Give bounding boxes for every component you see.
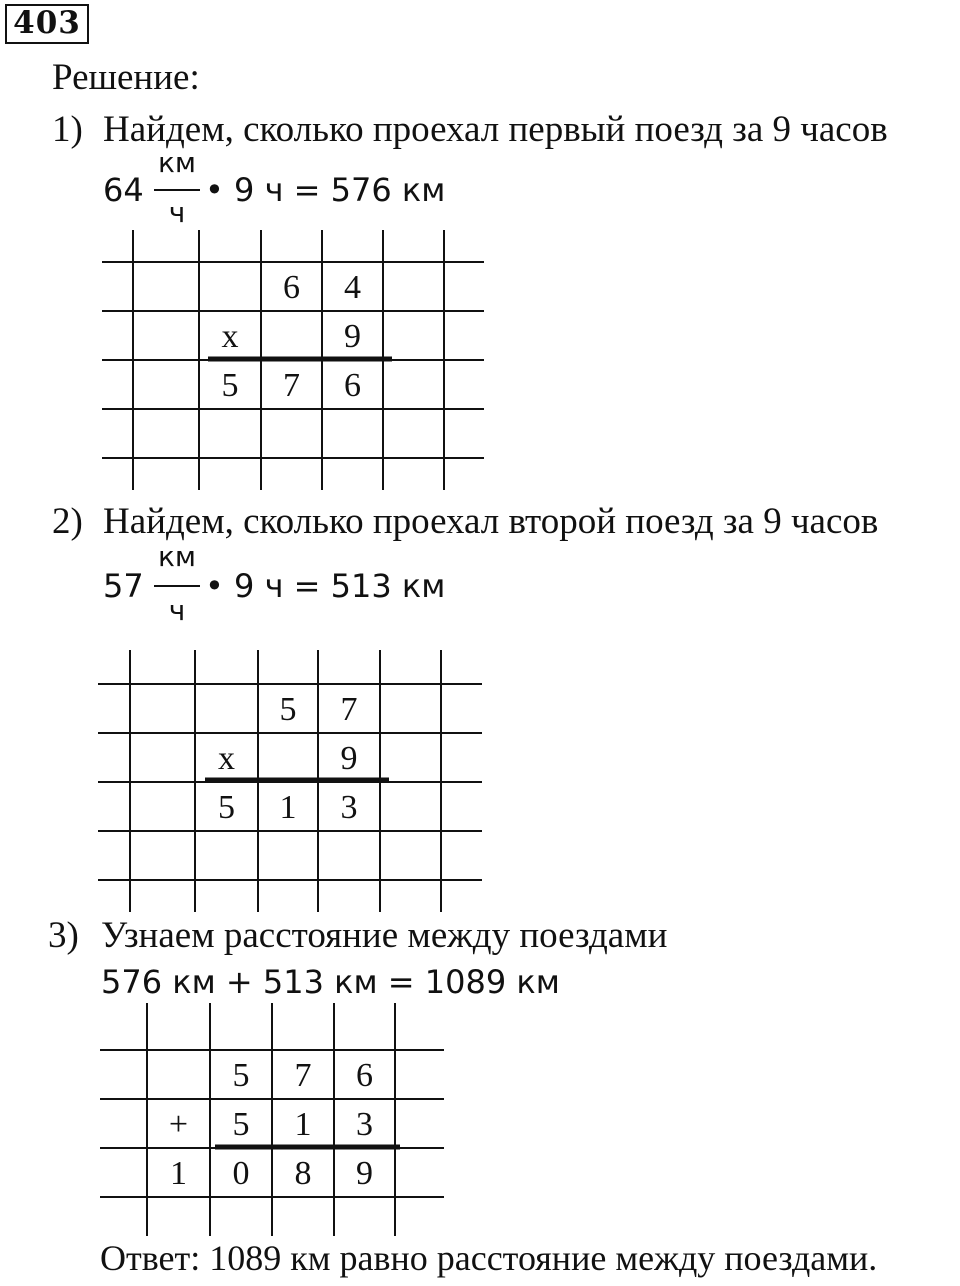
grid-3-cell: 5 <box>232 1106 250 1143</box>
grid-2-operator: x <box>218 740 235 777</box>
grid-1-cell: 5 <box>221 367 239 404</box>
fraction-bar <box>154 585 200 587</box>
step-2-index: 2) <box>52 501 83 542</box>
grid-2-cell: 1 <box>279 789 297 826</box>
grid-3-cell: 5 <box>232 1057 250 1094</box>
grid-1-cell: 6 <box>344 367 361 404</box>
grid-2-cell: 3 <box>340 789 358 826</box>
grid-3-cell: 6 <box>356 1057 373 1094</box>
step-2-lhs-number: 57 <box>103 567 144 605</box>
grid-1-cell: 6 <box>283 269 300 306</box>
grid-1-cell: 4 <box>344 269 361 306</box>
step-3-index: 3) <box>48 915 79 956</box>
grid-3-cell: 1 <box>170 1155 187 1192</box>
answer-text: Ответ: 1089 км равно расстояние между поездами. <box>100 1238 878 1278</box>
task-number: 403 <box>5 4 89 44</box>
step-2-unit-top: км <box>157 540 197 573</box>
grid-3-cell: 9 <box>356 1155 373 1192</box>
step-2-text: Найдем, сколько проехал второй поезд за 9 часов <box>103 501 879 542</box>
step-1-unit-bottom: ч <box>168 196 186 229</box>
step-3-equation: 576 км + 513 км = 1089 км <box>101 963 560 1001</box>
grid-1-operator: x <box>221 318 239 355</box>
step-1-text: Найдем, сколько проехал первый поезд за 9 часов <box>103 109 888 150</box>
step-1-rhs: • 9 ч = 576 км <box>205 171 446 209</box>
grid-3-cell: 8 <box>294 1155 312 1192</box>
grid-3-cell: 3 <box>356 1106 373 1143</box>
step-1-lhs-number: 64 <box>103 171 144 209</box>
grid-3-cell: 1 <box>294 1106 312 1143</box>
grid-1-cell: 9 <box>344 318 361 355</box>
grid-3-cell: 0 <box>232 1155 250 1192</box>
grid-2-cell: 9 <box>340 740 358 777</box>
step-2-rhs: • 9 ч = 513 км <box>205 567 446 605</box>
grid-2-cell: 7 <box>340 691 358 728</box>
grid-2-cell: 5 <box>218 789 235 826</box>
solution-label: Решение: <box>52 57 200 98</box>
grid-3-operator: + <box>168 1106 189 1143</box>
grid-1-cell: 7 <box>283 367 300 404</box>
grid-3-cell: 7 <box>294 1057 312 1094</box>
step-2-unit-bottom: ч <box>168 594 186 627</box>
step-1-index: 1) <box>52 109 83 150</box>
step-3-text: Узнаем расстояние между поездами <box>101 915 668 956</box>
grid-2-cell: 5 <box>279 691 297 728</box>
step-1-unit-top: км <box>157 146 197 179</box>
